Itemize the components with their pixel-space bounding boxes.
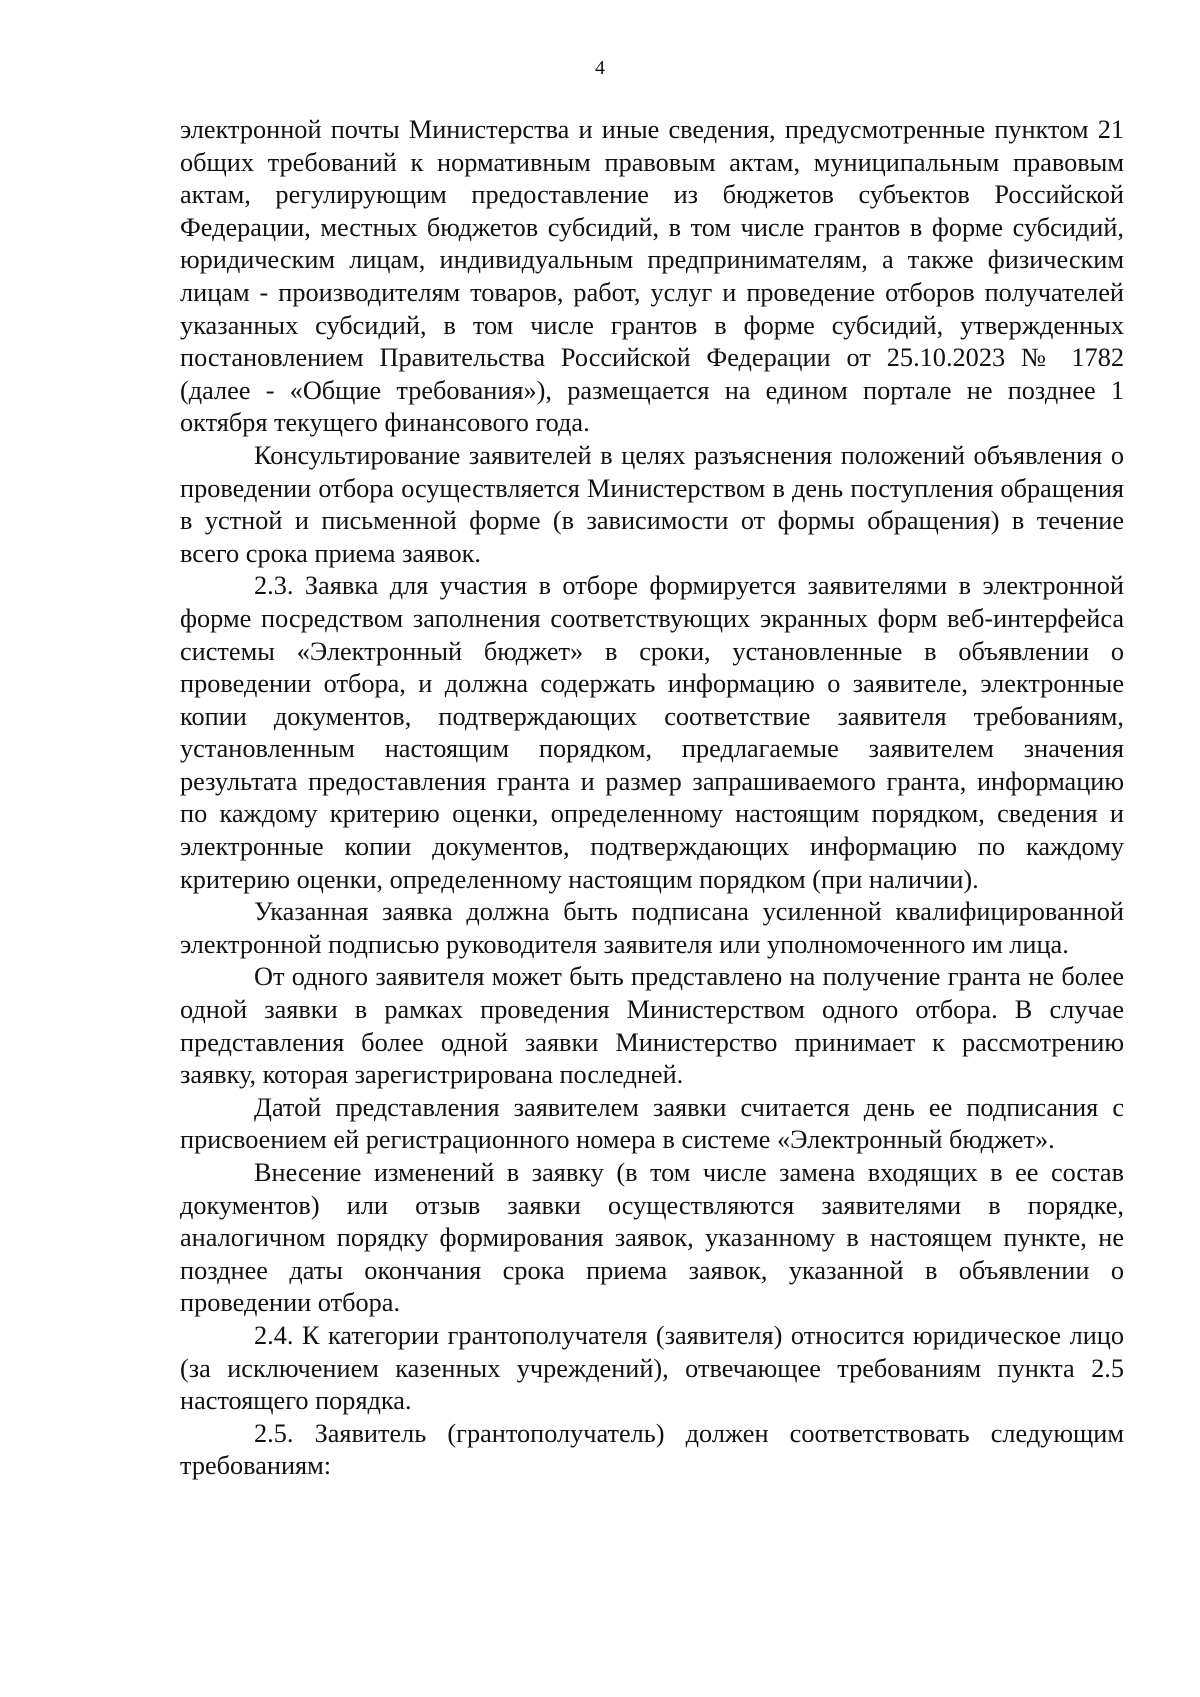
paragraph-5: От одного заявителя может быть представлено на получение гранта не более одной заявки в рамках проведения Министерством одного отбора. В случае представления более одной заявки Министерство принимает к рассмотрению заявку, которая зарегистрирована последней.: [180, 962, 1124, 1090]
paragraph-7: Внесение изменений в заявку (в том числе замена входящих в ее состав документов) или отзыв заявки осуществляются заявителями в порядке, аналогичном порядку формирования заявок, указанному в настоящем пункте, не позднее даты окончания срока приема заявок, указанной в объявлении о проведении отбора.: [180, 1158, 1124, 1318]
paragraph-6: Датой представления заявителем заявки считается день ее подписания с присвоением ей регистрационного номера в системе «Электронный бюджет».: [180, 1092, 1124, 1155]
paragraph-3: 2.3. Заявка для участия в отборе формируется заявителями в электронной форме посредством заполнения соответствующих экранных форм веб-интерфейса системы «Электронный бюджет» в сроки, установленные в объявлении о проведении отбора, и должна содержать информацию о заявителе, электронные копии документов, подтверждающих соответствие заявителя требованиям, установленным настоящим порядком, предлагаемые заявителем значения результата предоставления гранта и размер запрашиваемого гранта, информацию по каждому критерию оценки, определенному настоящим порядком, сведения и электронные копии документов, подтверждающих информацию по каждому критерию оценки, определенному настоящим порядком (при наличии).: [180, 571, 1124, 894]
document-body: [180, 114, 1124, 1483]
paragraph-9: 2.5. Заявитель (грантополучатель) должен соответствовать следующим требованиям:: [180, 1418, 1124, 1481]
paragraph-8: 2.4. К категории грантополучателя (заявителя) относится юридическое лицо (за исключением казенных учреждений), отвечающее требованиям пункта 2.5 настоящего порядка.: [180, 1320, 1124, 1416]
paragraph-1: электронной почты Министерства и иные сведения, предусмотренные пунктом 21 общих требований к нормативным правовым актам, муниципальным правовым актам, регулирующим предоставление из бюджетов субъектов Российской Федерации, местных бюджетов субсидий, в том числе грантов в форме субсидий, юридическим лицам, индивидуальным предпринимателям, а также физическим лицам - производителям товаров, работ, услуг и проведение отборов получателей указанных субсидий, в том числе грантов в форме субсидий, утвержденных постановлением Правительства Российской Федерации от 25.10.2023 № 1782 (далее - «Общие требования»), размещается на едином портале не позднее 1 октября текущего финансового года.: [180, 115, 1124, 438]
paragraph-2: Консультирование заявителей в целях разъяснения положений объявления о проведении отбора осуществляется Министерством в день поступления обращения в устной и письменной форме (в зависимости от формы обращения) в течение всего срока приема заявок.: [180, 440, 1124, 568]
paragraph-4: Указанная заявка должна быть подписана усиленной квалифицированной электронной подписью руководителя заявителя или уполномоченного им лица.: [180, 897, 1124, 959]
page-number: 4: [595, 57, 605, 79]
